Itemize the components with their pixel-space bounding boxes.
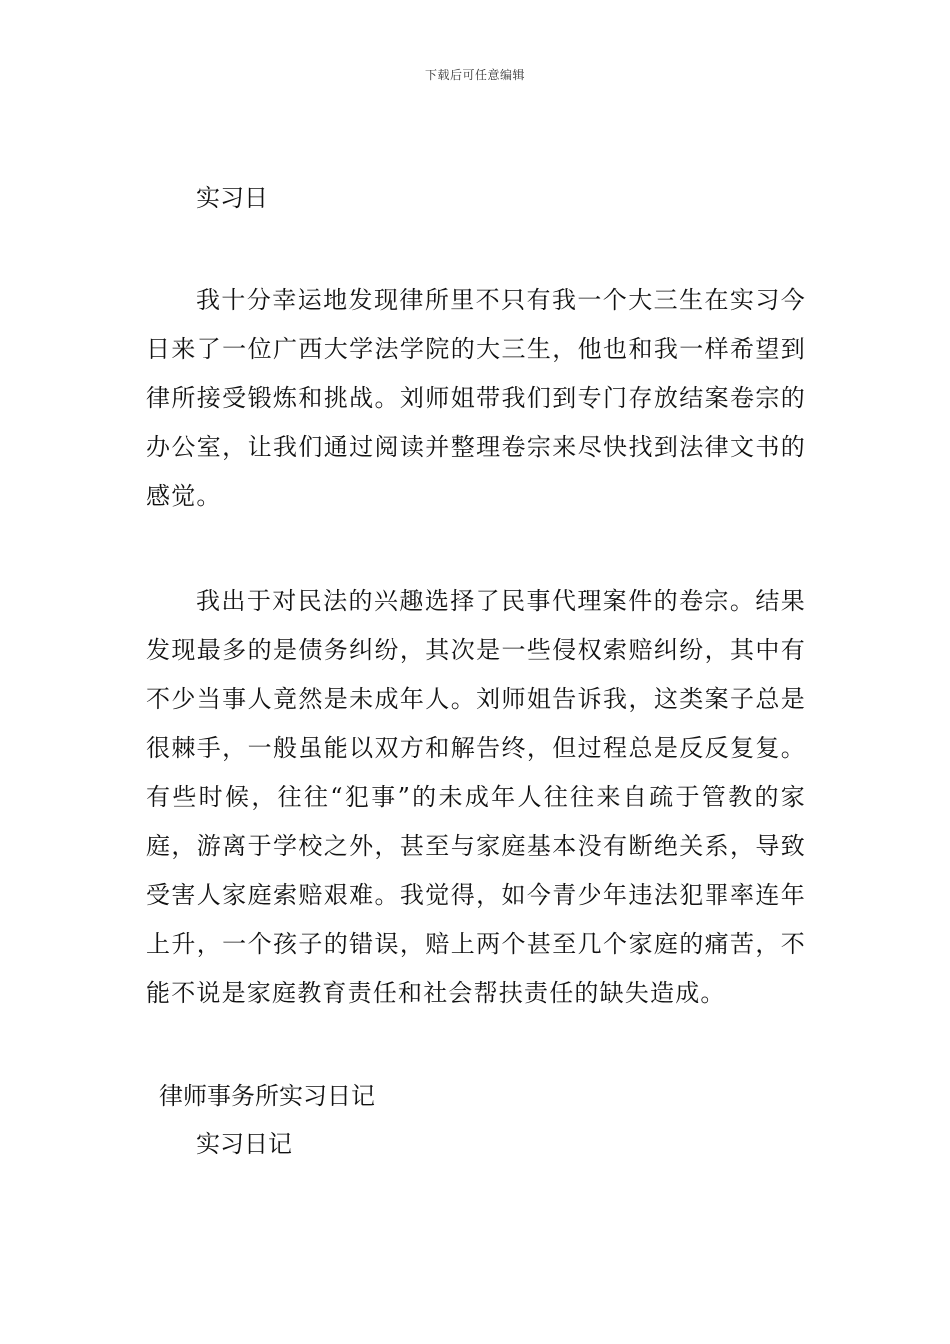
document-title: 律师事务所实习日记 [159, 1082, 375, 1110]
section-heading: 实习日 [196, 184, 268, 212]
page-header: 下载后可任意编辑 [424, 68, 525, 82]
body-paragraph: 我出于对民法的兴趣选择了民事代理案件的卷宗。结果发现最多的是债务纠纷，其次是一些侵权索赔纠纷，其中有不少当事人竟然是未成年人。刘师姐告诉我，这类案子总是很棘手，一般虽能以双方和解告终，但过程总是反反复复。有些时候，往往“犯事”的未成年人往往来自疏于管教的家庭，游离于学校之外，甚至与家庭基本没有断绝关系，导致受害人家庭索赔艰难。我觉得，如今青少年违法犯罪率连年上升，一个孩子的错误，赔上两个甚至几个家庭的痛苦，不能不说是家庭教育责任和社会帮扶责任的缺失造成。 [146, 587, 806, 1007]
body-paragraph: 我十分幸运地发现律所里不只有我一个大三生在实习今日来了一位广西大学法学院的大三生，他也和我一样希望到律所接受锻炼和挑战。刘师姐带我们到专门存放结案卷宗的办公室，让我们通过阅读并整理卷宗来尽快找到法律文书的感觉。 [146, 286, 806, 510]
section-heading: 实习日记 [196, 1130, 292, 1158]
